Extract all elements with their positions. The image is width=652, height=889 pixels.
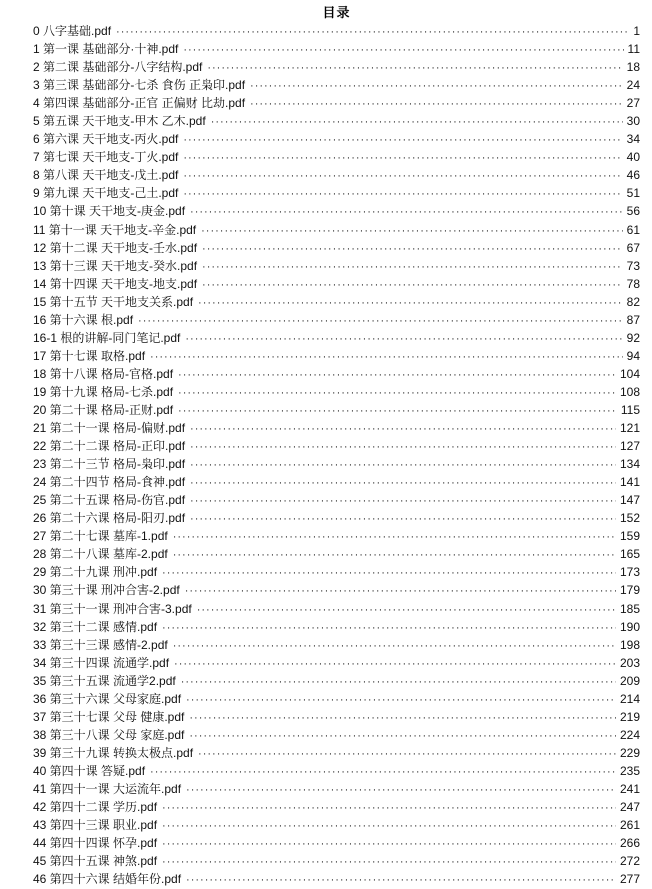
entry-title: 35 第三十五课 流通学2.pdf — [33, 673, 176, 688]
toc-entry[interactable] — [33, 240, 640, 258]
toc-entry[interactable] — [33, 582, 640, 600]
toc-entry[interactable] — [33, 763, 640, 781]
toc-entry[interactable] — [33, 258, 640, 276]
toc-entry[interactable] — [33, 871, 640, 889]
dot-leader — [190, 438, 616, 456]
entry-title: 11 第十一课 天干地支-辛金.pdf — [33, 222, 197, 237]
entry-page: 152 — [619, 511, 640, 526]
entry-page: 247 — [619, 800, 640, 815]
entry-page: 94 — [626, 348, 640, 363]
toc-entry[interactable] — [33, 276, 640, 294]
toc-entry[interactable] — [33, 528, 640, 546]
entry-title: 43 第四十三课 职业.pdf — [33, 818, 158, 833]
entry-title: 16 第十六课 根.pdf — [33, 312, 134, 327]
entry-page: 190 — [619, 619, 640, 634]
entry-page: 198 — [619, 637, 640, 652]
entry-page: 165 — [619, 547, 640, 562]
entry-title: 15 第十五节 天干地支关系.pdf — [33, 294, 194, 309]
entry-page: 87 — [626, 312, 640, 327]
entry-title: 20 第二十课 格局-正财.pdf — [33, 402, 174, 417]
dot-leader — [190, 474, 616, 492]
dot-leader — [162, 564, 616, 582]
dot-leader — [174, 655, 616, 673]
entry-page: 61 — [626, 222, 640, 237]
toc-entry[interactable] — [33, 95, 640, 113]
entry-page: 121 — [619, 421, 640, 436]
entry-page: 173 — [619, 565, 640, 580]
entry-page: 159 — [619, 529, 640, 544]
entry-title: 6 第六课 天干地支-丙火.pdf — [33, 132, 179, 147]
dot-leader — [202, 258, 623, 276]
dot-leader — [183, 131, 622, 149]
toc-entry[interactable] — [33, 203, 640, 221]
toc-entry[interactable] — [33, 474, 640, 492]
entry-page: 266 — [619, 836, 640, 851]
dot-leader — [185, 582, 616, 600]
page-title: 目录 — [322, 5, 351, 20]
dot-leader — [178, 402, 617, 420]
entry-page: 40 — [626, 150, 640, 165]
dot-leader — [190, 203, 623, 221]
dot-leader — [186, 781, 616, 799]
entry-page: 272 — [619, 854, 640, 869]
dot-leader — [183, 41, 623, 59]
dot-leader — [198, 745, 616, 763]
entry-title: 24 第二十四节 格局-食神.pdf — [33, 475, 186, 490]
entry-page: 179 — [619, 583, 640, 598]
dot-leader — [202, 240, 623, 258]
entry-title: 16-1 根的讲解-同门笔记.pdf — [33, 330, 181, 345]
toc-entry[interactable] — [33, 727, 640, 745]
toc-entry[interactable] — [33, 77, 640, 95]
toc-entry[interactable] — [33, 673, 640, 691]
entry-title: 40 第四十课 答疑.pdf — [33, 763, 146, 778]
entry-title: 25 第二十五课 格局-伤官.pdf — [33, 493, 186, 508]
dot-leader — [183, 167, 622, 185]
entry-title: 4 第四课 基础部分-正官 正偏财 比劫.pdf — [33, 96, 246, 111]
dot-leader — [116, 23, 629, 41]
dot-leader — [183, 149, 622, 167]
entry-title: 23 第二十三节 格局-枭印.pdf — [33, 457, 186, 472]
toc-entry[interactable] — [33, 185, 640, 203]
toc-entry[interactable] — [33, 510, 640, 528]
entry-title: 31 第三十一课 刑冲合害-3.pdf — [33, 601, 192, 616]
toc-entry[interactable] — [33, 456, 640, 474]
entry-title: 5 第五课 天干地支-甲木 乙木.pdf — [33, 114, 206, 129]
dot-leader — [190, 492, 616, 510]
entry-page: 235 — [619, 763, 640, 778]
entry-page: 56 — [626, 204, 640, 219]
toc-entry[interactable] — [33, 601, 640, 619]
entry-title: 3 第三课 基础部分-七杀 食伤 正枭印.pdf — [33, 78, 246, 93]
dot-leader — [186, 691, 616, 709]
toc-entry[interactable] — [33, 330, 640, 348]
entry-page: 78 — [626, 276, 640, 291]
dot-leader — [202, 276, 623, 294]
toc-entry[interactable] — [33, 655, 640, 673]
entry-title: 26 第二十六课 格局-阳刃.pdf — [33, 511, 186, 526]
entry-page: 82 — [626, 294, 640, 309]
entry-page: 1 — [633, 24, 640, 38]
entry-title: 17 第十七课 取格.pdf — [33, 348, 146, 363]
entry-title: 14 第十四课 天干地支-地支.pdf — [33, 276, 198, 291]
entry-title: 19 第十九课 格局-七杀.pdf — [33, 384, 174, 399]
entry-title: 29 第二十九课 刑冲.pdf — [33, 565, 158, 580]
dot-leader — [173, 637, 616, 655]
entry-title: 36 第三十六课 父母家庭.pdf — [33, 691, 182, 706]
dot-leader — [162, 619, 616, 637]
entry-page: 18 — [626, 60, 640, 75]
entry-page: 92 — [626, 330, 640, 345]
entry-page: 224 — [619, 727, 640, 742]
dot-leader — [198, 294, 623, 312]
entry-title: 21 第二十一课 格局-偏财.pdf — [33, 421, 186, 436]
toc-entry[interactable] — [33, 781, 640, 799]
dot-leader — [138, 312, 623, 330]
entry-page: 203 — [619, 655, 640, 670]
entry-title: 38 第三十八课 父母 家庭.pdf — [33, 727, 185, 742]
entry-page: 67 — [626, 240, 640, 255]
toc-entry[interactable] — [33, 619, 640, 637]
entry-page: 134 — [619, 457, 640, 472]
entry-title: 0 八字基础.pdf — [33, 24, 112, 38]
entry-title: 46 第四十六课 结婚年份.pdf — [33, 872, 182, 887]
toc-entry[interactable] — [33, 312, 640, 330]
entry-title: 27 第二十七课 墓库-1.pdf — [33, 529, 168, 544]
entry-page: 141 — [619, 475, 640, 490]
dot-leader — [207, 59, 622, 77]
toc-entry[interactable] — [33, 167, 640, 185]
entry-page: 46 — [626, 168, 640, 183]
entry-page: 261 — [619, 818, 640, 833]
dot-leader — [201, 222, 623, 240]
toc-entry[interactable] — [33, 348, 640, 366]
toc-entry[interactable] — [33, 709, 640, 727]
entry-title: 28 第二十八课 墓库-2.pdf — [33, 547, 168, 562]
dot-leader — [190, 510, 616, 528]
toc-list — [33, 23, 640, 889]
toc-entry[interactable] — [33, 59, 640, 77]
dot-leader — [162, 817, 616, 835]
dot-leader — [183, 185, 622, 203]
toc-entry[interactable] — [33, 853, 640, 871]
toc-entry[interactable] — [33, 564, 640, 582]
entry-page: 219 — [619, 709, 640, 724]
dot-leader — [211, 113, 623, 131]
entry-title: 41 第四十一课 大运流年.pdf — [33, 781, 182, 796]
entry-title: 45 第四十五课 神煞.pdf — [33, 854, 158, 869]
entry-title: 9 第九课 天干地支-己土.pdf — [33, 186, 179, 201]
dot-leader — [173, 528, 616, 546]
toc-entry[interactable] — [33, 149, 640, 167]
toc-entry[interactable] — [33, 745, 640, 763]
dot-leader — [186, 871, 616, 889]
entry-page: 108 — [619, 384, 640, 399]
entry-page: 73 — [626, 258, 640, 273]
entry-page: 51 — [626, 186, 640, 201]
dot-leader — [250, 77, 623, 95]
entry-title: 1 第一课 基础部分·十神.pdf — [33, 42, 179, 57]
toc-entry[interactable] — [33, 366, 640, 384]
entry-title: 30 第三十课 刑冲合害-2.pdf — [33, 583, 180, 598]
dot-leader — [178, 366, 616, 384]
dot-leader — [250, 95, 623, 113]
toc-entry[interactable] — [33, 492, 640, 510]
dot-leader — [162, 835, 616, 853]
toc-entry[interactable] — [33, 420, 640, 438]
dot-leader — [189, 709, 616, 727]
toc-entry[interactable] — [33, 438, 640, 456]
dot-leader — [190, 456, 616, 474]
entry-page: 277 — [619, 872, 640, 887]
dot-leader — [162, 853, 616, 871]
entry-title: 10 第十课 天干地支-庚金.pdf — [33, 204, 186, 219]
dot-leader — [150, 763, 616, 781]
entry-title: 7 第七课 天干地支-丁火.pdf — [33, 150, 179, 165]
entry-page: 147 — [619, 493, 640, 508]
entry-title: 42 第四十二课 学历.pdf — [33, 800, 158, 815]
entry-title: 18 第十八课 格局-官格.pdf — [33, 366, 174, 381]
entry-page: 115 — [620, 402, 640, 417]
entry-page: 229 — [619, 745, 640, 760]
entry-page: 27 — [626, 96, 640, 111]
entry-page: 11 — [627, 42, 640, 57]
entry-page: 214 — [619, 691, 640, 706]
dot-leader — [189, 727, 616, 745]
entry-title: 33 第三十三课 感情-2.pdf — [33, 637, 168, 652]
dot-leader — [190, 420, 616, 438]
entry-page: 24 — [626, 78, 640, 93]
entry-title: 8 第八课 天干地支-戊土.pdf — [33, 168, 179, 183]
toc-entry[interactable] — [33, 113, 640, 131]
dot-leader — [162, 799, 616, 817]
toc-entry[interactable] — [33, 691, 640, 709]
entry-page: 185 — [619, 601, 640, 616]
entry-page: 34 — [626, 132, 640, 147]
entry-page: 209 — [619, 673, 640, 688]
toc-entry[interactable] — [33, 222, 640, 240]
entry-title: 44 第四十四课 怀孕.pdf — [33, 836, 158, 851]
entry-title: 12 第十二课 天干地支-壬水.pdf — [33, 240, 198, 255]
toc-entry[interactable] — [33, 835, 640, 853]
toc-entry[interactable] — [33, 402, 640, 420]
toc-entry[interactable] — [33, 637, 640, 655]
entry-page: 30 — [626, 114, 640, 129]
entry-title: 32 第三十二课 感情.pdf — [33, 619, 158, 634]
dot-leader — [185, 330, 622, 348]
toc-entry[interactable] — [33, 799, 640, 817]
entry-page: 127 — [619, 439, 640, 454]
entry-page: 241 — [619, 781, 640, 796]
entry-title: 34 第三十四课 流通学.pdf — [33, 655, 170, 670]
entry-page: 104 — [619, 366, 640, 381]
dot-leader — [178, 384, 616, 402]
dot-leader — [181, 673, 616, 691]
entry-title: 37 第三十七课 父母 健康.pdf — [33, 709, 185, 724]
toc-entry[interactable] — [33, 294, 640, 312]
toc-entry[interactable] — [33, 41, 640, 59]
dot-leader — [150, 348, 623, 366]
toc-entry[interactable] — [33, 817, 640, 835]
dot-leader — [197, 601, 616, 619]
toc-entry[interactable] — [33, 384, 640, 402]
toc-entry[interactable] — [33, 546, 640, 564]
entry-title: 2 第二课 基础部分-八字结构.pdf — [33, 60, 203, 75]
entry-title: 22 第二十二课 格局-正印.pdf — [33, 439, 186, 454]
toc-entry[interactable] — [33, 23, 640, 41]
entry-title: 39 第三十九课 转换太极点.pdf — [33, 745, 194, 760]
dot-leader — [173, 546, 616, 564]
entry-title: 13 第十三课 天干地支-癸水.pdf — [33, 258, 198, 273]
toc-entry[interactable] — [33, 131, 640, 149]
